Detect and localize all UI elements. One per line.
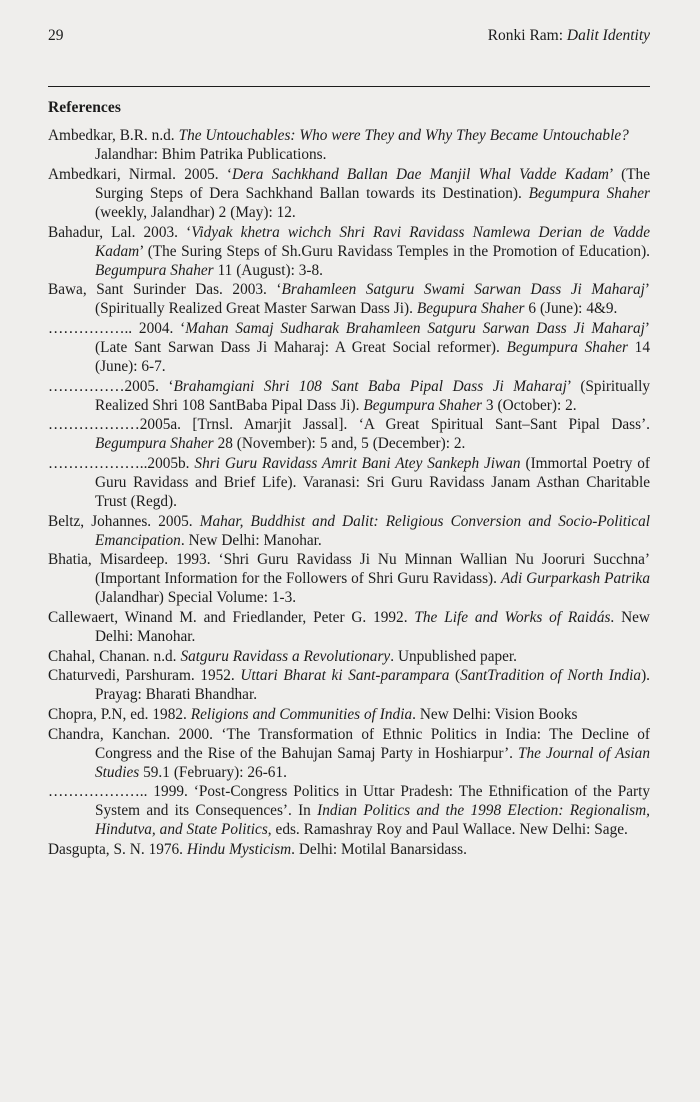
reference-text: Beltz, Johannes. 2005. xyxy=(48,512,200,530)
reference-title-italic: Hindu Mysticism xyxy=(186,840,292,858)
reference-text: ). Prayag: Bharati Bhandhar. xyxy=(95,667,650,704)
reference-entry xyxy=(48,647,650,666)
section-heading: References xyxy=(48,99,122,116)
reference-entry xyxy=(48,454,650,511)
running-head xyxy=(48,27,650,44)
reference-title-italic: Dera Sachkhand Ballan Dae Manjil Whal Vadde Kadam xyxy=(231,165,609,183)
running-head-article-title: Dalit Identity xyxy=(566,27,650,44)
reference-text: ……………….. 1999. ‘Post-Congress Politics in Uttar Pradesh: The Ethnification of the Party System and its Consequences’. In xyxy=(48,783,650,820)
running-head-title xyxy=(488,27,650,44)
reference-text: ’ (Late Sant Sarwan Dass Ji Maharaj: A Great Social reformer). xyxy=(95,319,651,356)
reference-title-italic: Begumpura Shaher xyxy=(506,339,628,356)
reference-title-italic: Indian Politics and the 1998 Election: Regionalism, Hindutva, and State Politics xyxy=(95,802,650,839)
reference-text: . Unpublished paper. xyxy=(390,647,518,665)
reference-text: 59.1 (February): 26-61. xyxy=(139,763,287,781)
reference-text: Chandra, Kanchan. 2000. ‘The Transformation of Ethnic Politics in India: The Decline of Congress and the Rise of the Bahujan Samaj Party in Hoshiarpur’. xyxy=(48,725,650,762)
reference-text: ’ (Spiritually Realized Great Master Sarwan Dass Ji). xyxy=(95,281,650,318)
reference-text: (Immortal Poetry of Guru Ravidass and Brief Life). Varanasi: Sri Guru Ravidass Janam Asthan Charitable Trust (Regd). xyxy=(95,454,650,511)
references-section xyxy=(48,99,650,860)
reference-entry xyxy=(48,415,650,453)
reference-text: …………….. 2004. ‘ xyxy=(48,319,186,337)
reference-text: Callewaert, Winand M. and Friedlander, Peter G. 1992. xyxy=(48,609,415,626)
reference-entry xyxy=(48,666,650,704)
reference-text: ’ (Spiritually Realized Shri 108 SantBaba Pipal Dass Ji). xyxy=(95,377,651,414)
reference-title-italic: The Untouchables: Who were They and Why They Became Untouchable? xyxy=(178,127,629,145)
running-head-author: Ronki Ram: xyxy=(487,27,567,44)
reference-title-italic: Begumpura Shaher xyxy=(528,184,650,202)
reference-title-italic: Vidyak khetra wichch Shri Ravi Ravidass Namlewa Derian de Vadde Kadam xyxy=(95,223,650,260)
reference-title-italic: Begumpura Shaher xyxy=(95,261,214,279)
reference-entry xyxy=(48,280,650,318)
reference-text: ………………..2005b. xyxy=(48,454,195,472)
reference-text: Jalandhar: Bhim Patrika Publications. xyxy=(95,146,327,164)
reference-title-italic: SantTradition of North India xyxy=(460,667,642,685)
reference-text: 14 (June): 6-7. xyxy=(95,339,650,376)
reference-entry xyxy=(48,550,650,607)
reference-title-italic: Adi Gurparkash Patrika xyxy=(500,570,650,588)
reference-entry xyxy=(48,223,650,280)
reference-text: . New Delhi: Manohar. xyxy=(95,609,650,646)
reference-entry xyxy=(48,782,650,839)
reference-text: Ambedkari, Nirmal. 2005. ‘ xyxy=(48,165,232,183)
reference-text: ………………2005a. [Trnsl. Amarjit Jassal]. ‘A Great Spiritual Sant–Sant Pipal Dass’. xyxy=(48,416,650,434)
reference-entry xyxy=(48,126,650,164)
reference-text: Ambedkar, B.R. n.d. xyxy=(48,127,179,145)
reference-title-italic: Mahan Samaj Sudharak Brahamleen Satguru Sarwan Dass Ji Maharaj xyxy=(185,319,645,337)
reference-title-italic: Begumpura Shaher xyxy=(363,396,482,414)
reference-entry xyxy=(48,608,650,646)
reference-list xyxy=(48,126,650,859)
reference-text: . New Delhi: Manohar. xyxy=(180,531,322,549)
reference-entry xyxy=(48,840,650,859)
reference-title-italic: Brahamgiani Shri 108 Sant Baba Pipal Dass Ji Maharaj xyxy=(173,377,567,395)
reference-title-italic: Religions and Communities of India xyxy=(190,705,413,723)
reference-title-italic: Begumpura Shaher xyxy=(95,435,214,453)
reference-text: ’ (The Surging Steps of Dera Sachkhand Ballan towards its Destination). xyxy=(95,165,650,202)
reference-text: ( xyxy=(449,667,461,685)
reference-text: (weekly, Jalandhar) 2 (May): 12. xyxy=(95,204,296,221)
reference-title-italic: The Journal of Asian Studies xyxy=(95,744,650,781)
reference-text: ……………2005. ‘ xyxy=(48,377,174,395)
reference-entry xyxy=(48,319,650,376)
reference-text: (Jalandhar) Special Volume: 1-3. xyxy=(95,589,297,607)
reference-text: 11 (August): 3-8. xyxy=(213,261,323,279)
reference-text: Chopra, P.N, ed. 1982. xyxy=(48,705,191,723)
reference-text: . New Delhi: Vision Books xyxy=(412,705,578,723)
reference-title-italic: Begupura Shaher xyxy=(416,300,525,318)
reference-title-italic: Satguru Ravidass a Revolutionary xyxy=(180,647,391,665)
reference-text: 28 (November): 5 and, 5 (December): 2. xyxy=(213,435,466,453)
reference-text: Chahal, Chanan. n.d. xyxy=(48,647,181,665)
reference-text: . Delhi: Motilal Banarsidass. xyxy=(291,840,467,858)
reference-title-italic: Brahamleen Satguru Swami Sarwan Dass Ji Maharaj xyxy=(281,281,645,299)
reference-entry xyxy=(48,377,650,415)
reference-text: Bahadur, Lal. 2003. ‘ xyxy=(48,223,192,241)
reference-entry xyxy=(48,705,650,724)
reference-text: Bawa, Sant Surinder Das. 2003. ‘ xyxy=(48,281,282,299)
reference-entry xyxy=(48,725,650,782)
reference-text: Dasgupta, S. N. 1976. xyxy=(48,840,187,858)
reference-text: , eds. Ramashray Roy and Paul Wallace. New Delhi: Sage. xyxy=(267,821,628,839)
reference-text: Chaturvedi, Parshuram. 1952. xyxy=(48,667,241,685)
reference-title-italic: Mahar, Buddhist and Dalit: Religious Conversion and Socio-Political Emancipation xyxy=(95,512,650,549)
header-divider-rule xyxy=(48,86,650,87)
reference-text: ’ (The Suring Steps of Sh.Guru Ravidass Temples in the Promotion of Education). xyxy=(139,242,650,260)
reference-text: Bhatia, Misardeep. 1993. ‘Shri Guru Ravidass Ji Nu Minnan Wallian Nu Jooruri Succhna’ (Important Information for the Followers of Shri Guru Ravidass). xyxy=(48,551,650,588)
reference-text: 3 (October): 2. xyxy=(482,396,577,414)
reference-entry xyxy=(48,512,650,550)
reference-title-italic: Uttari Bharat ki Sant-parampara xyxy=(240,667,450,685)
reference-title-italic: The Life and Works of Raidás xyxy=(414,609,611,626)
reference-text: 6 (June): 4&9. xyxy=(524,300,618,318)
reference-entry xyxy=(48,165,650,222)
page-number: 29 xyxy=(48,27,64,44)
reference-title-italic: Shri Guru Ravidass Amrit Bani Atey Sankeph Jiwan xyxy=(194,454,521,472)
